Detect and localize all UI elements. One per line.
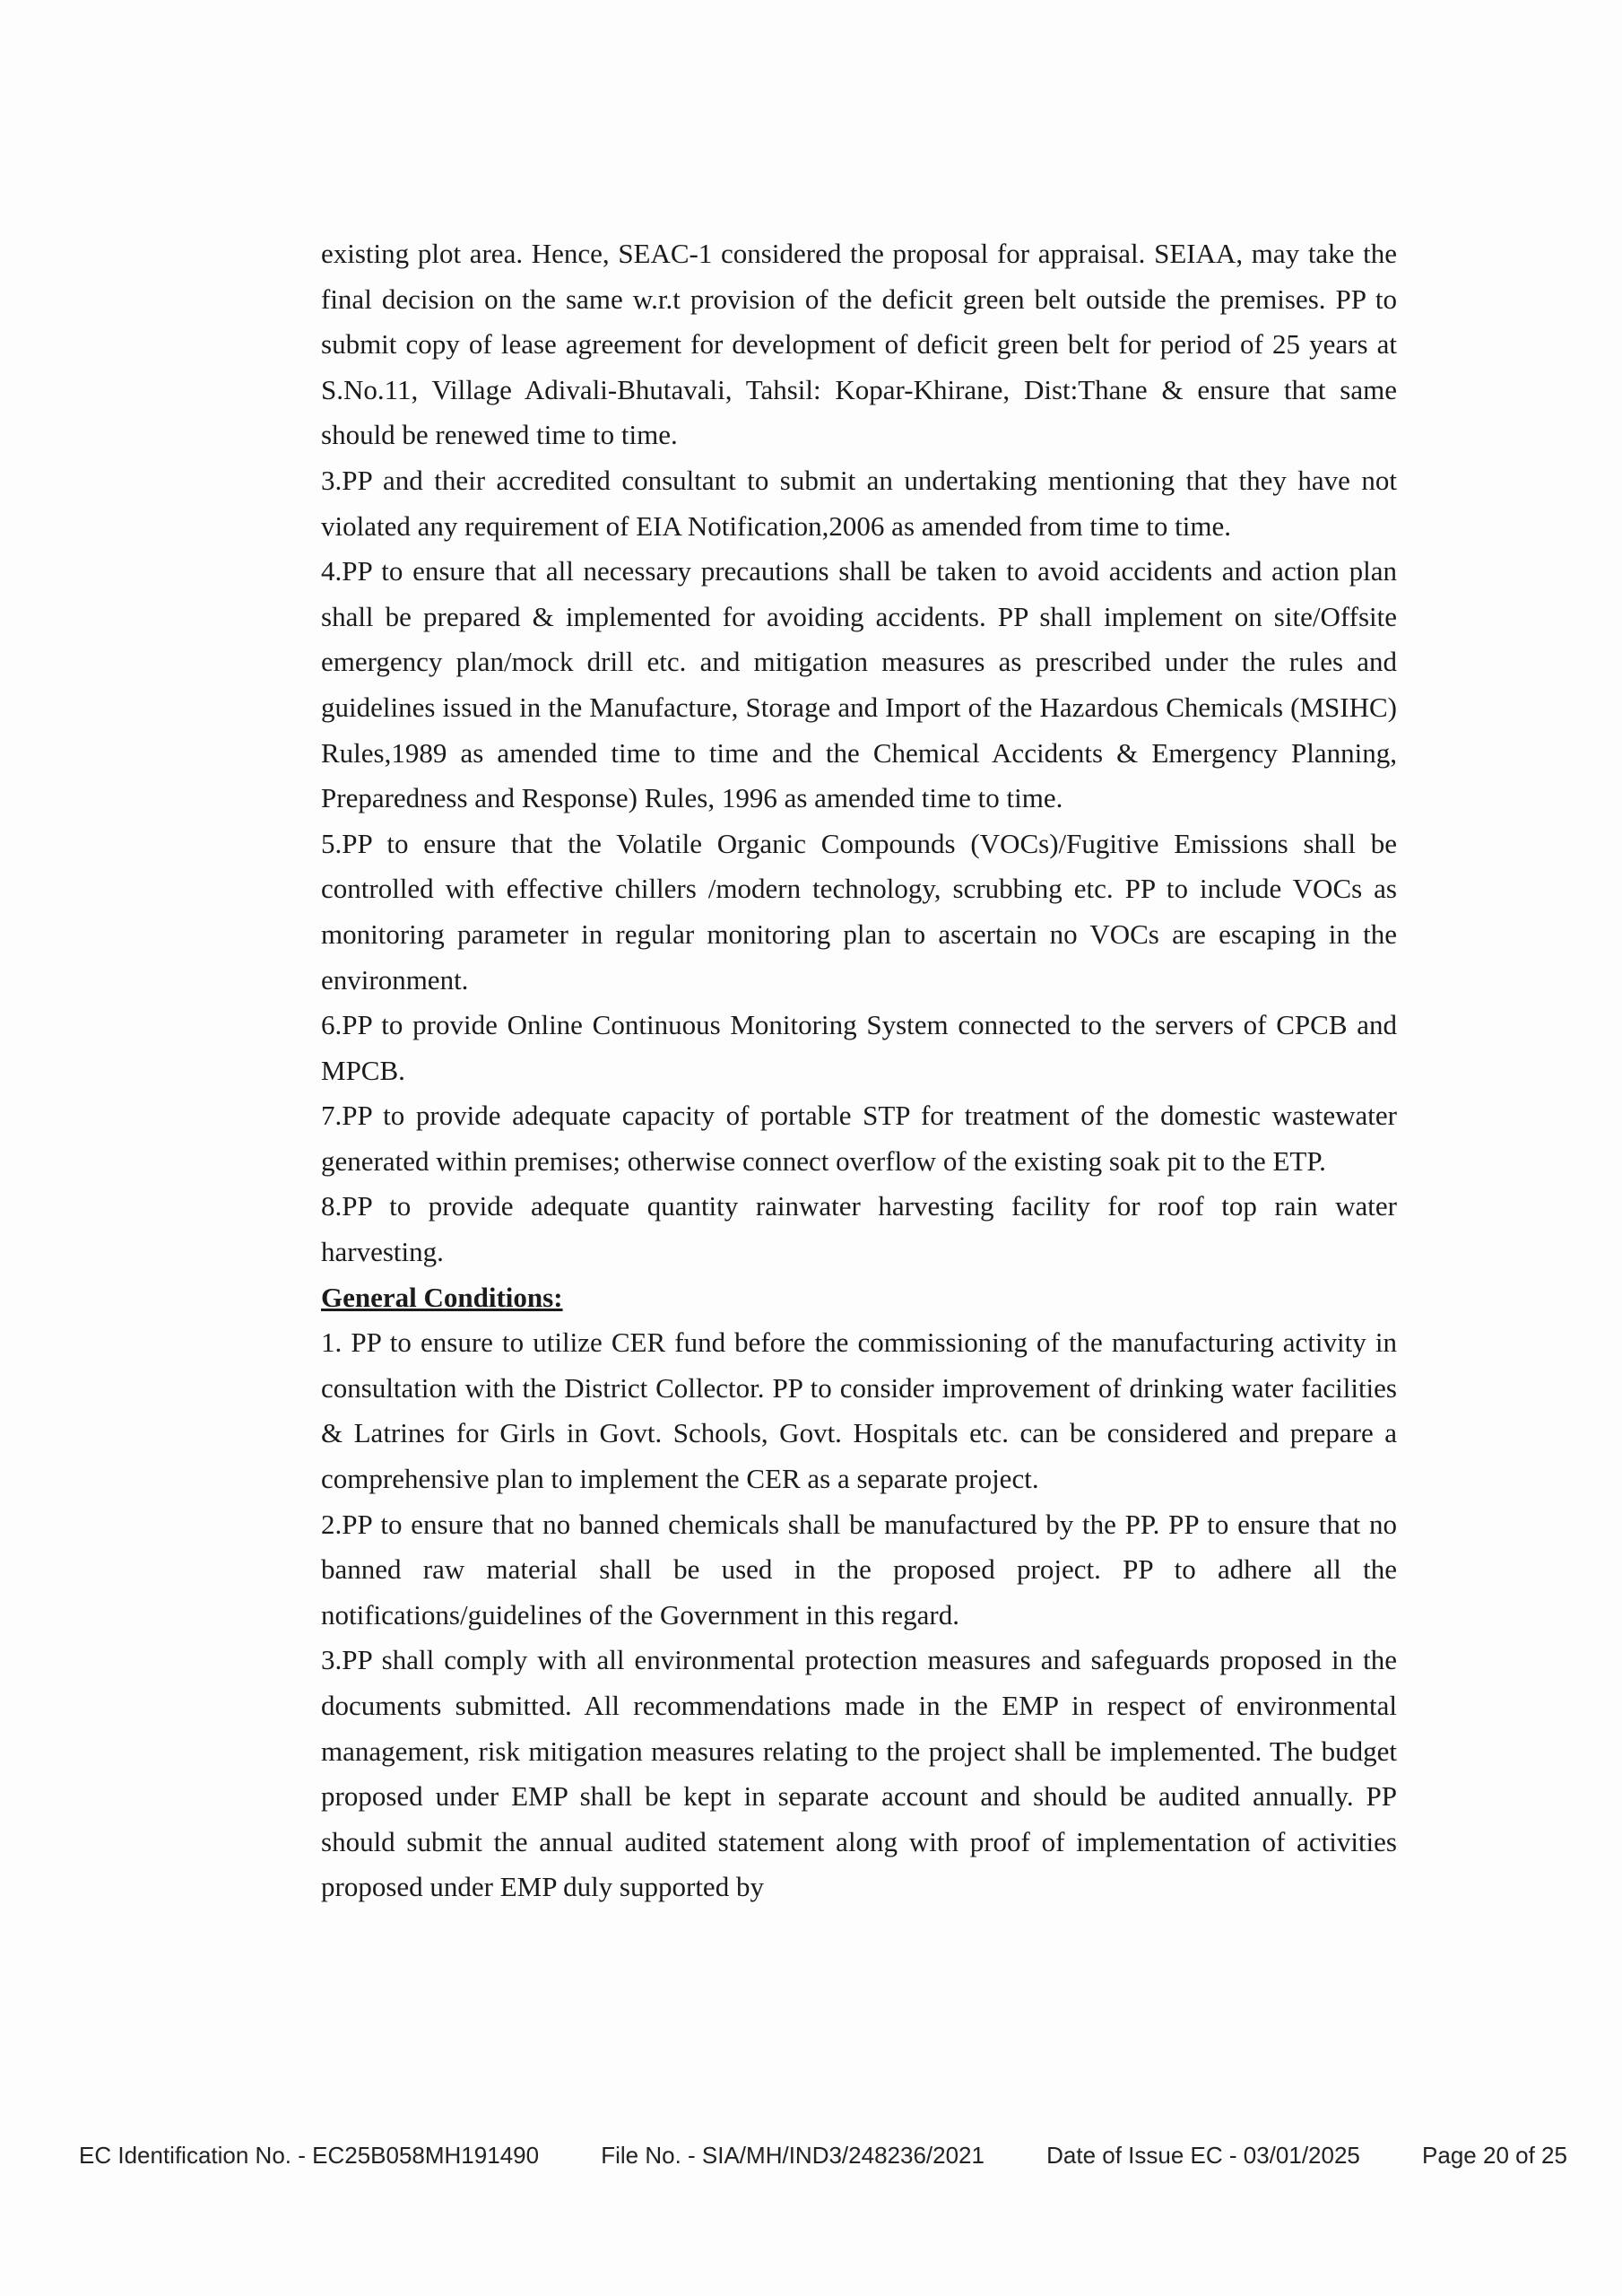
paragraph-condition-3: 3.PP and their accredited consultant to submit an undertaking mentioning that they have not violated any requirement of EIA Notification,2006 as amended from time to time. xyxy=(321,464,1397,542)
page-number: Page 20 of 25 xyxy=(1422,2142,1567,2169)
document-body xyxy=(321,231,1397,1910)
page-footer xyxy=(79,2142,1567,2170)
paragraph-condition-4: 4.PP to ensure that all necessary precautions shall be taken to avoid accidents and action plan shall be prepared & implemented for avoiding accidents. PP shall implement on site/Offsite emergency plan/mock drill etc. and mitigation measures as prescribed under the rules and guidelines issued in the Manufacture, Storage and Import of the Hazardous Chemicals (MSIHC) Rules,1989 as amended time to time and the Chemical Accidents & Emergency Planning, Preparedness and Response) Rules, 1996 as amended time to time. xyxy=(321,555,1397,814)
file-number: File No. - SIA/MH/IND3/248236/2021 xyxy=(601,2142,984,2169)
paragraph-condition-8: 8.PP to provide adequate quantity rainwater harvesting facility for roof top rain water harvesting. xyxy=(321,1190,1397,1268)
general-conditions-heading: General Conditions: xyxy=(321,1281,563,1313)
paragraph-condition-5: 5.PP to ensure that the Volatile Organic Compounds (VOCs)/Fugitive Emissions shall be controlled with effective chillers /modern technology, scrubbing etc. PP to include VOCs as monitoring parameter in regular monitoring plan to ascertain no VOCs are escaping in the environment. xyxy=(321,827,1397,996)
paragraph-condition-7: 7.PP to provide adequate capacity of portable STP for treatment of the domestic wastewater generated within premises; otherwise connect overflow of the existing soak pit to the ETP. xyxy=(321,1100,1397,1177)
general-condition-1: 1. PP to ensure to utilize CER fund before the commissioning of the manufacturing activity in consultation with the District Collector. PP to consider improvement of drinking water facilities & Latrines for Girls in Govt. Schools, Govt. Hospitals etc. can be considered and prepare a comprehensive plan to implement the CER as a separate project. xyxy=(321,1326,1397,1495)
paragraph-condition-6: 6.PP to provide Online Continuous Monitoring System connected to the servers of CPCB and MPCB. xyxy=(321,1009,1397,1086)
general-condition-3: 3.PP shall comply with all environmental protection measures and safeguards proposed in the documents submitted. All recommendations made in the EMP in respect of environmental management, risk mitigation measures relating to the project shall be implemented. The budget proposed under EMP shall be kept in separate account and should be audited annually. PP should submit the annual audited statement along with proof of implementation of activities proposed under EMP duly supported by xyxy=(321,1644,1397,1903)
date-of-issue: Date of Issue EC - 03/01/2025 xyxy=(1046,2142,1360,2169)
ec-identification-number: EC Identification No. - EC25B058MH191490 xyxy=(79,2142,540,2169)
paragraph-green-belt: existing plot area. Hence, SEAC-1 considered the proposal for appraisal. SEIAA, may take the final decision on the same w.r.t provision of the deficit green belt outside the premises. PP to submit copy of lease agreement for development of deficit green belt for period of 25 years at S.No.11, Village Adivali-Bhutavali, Tahsil: Kopar-Khirane, Dist:Thane & ensure that same should be renewed time to time. xyxy=(321,238,1397,451)
general-condition-2: 2.PP to ensure that no banned chemicals shall be manufactured by the PP. PP to ensure that no banned raw material shall be used in the proposed project. PP to adhere all the notifications/guidelines of the Government in this regard. xyxy=(321,1508,1397,1631)
